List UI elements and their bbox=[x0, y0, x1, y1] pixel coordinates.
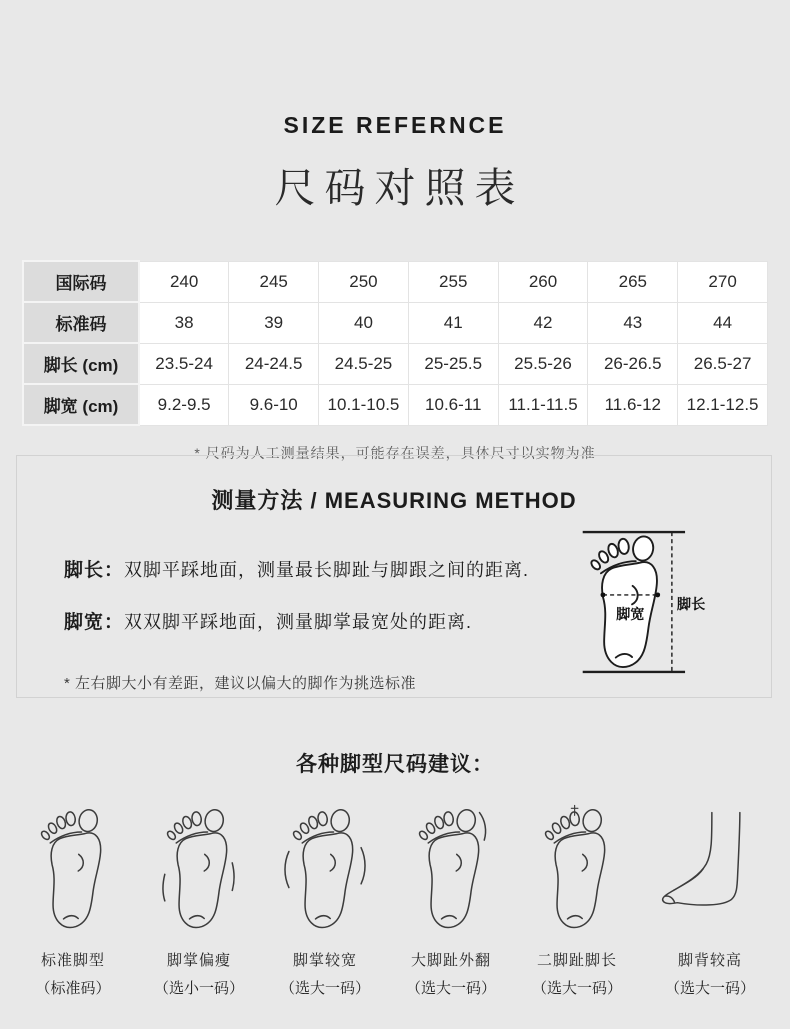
foot-type-name: 标准脚型 bbox=[40, 952, 105, 969]
diagram-width-label: 脚宽 bbox=[616, 607, 645, 624]
table-cell: 41 bbox=[408, 302, 498, 343]
foot-type-hallux-valgus bbox=[402, 804, 500, 998]
row-header: 国际码 bbox=[23, 261, 139, 302]
wide-foot-icon bbox=[276, 804, 374, 937]
table-cell: 260 bbox=[498, 261, 588, 302]
table-cell: 23.5-24 bbox=[139, 343, 229, 384]
size-table bbox=[22, 260, 768, 426]
diagram-length-label: 脚长 bbox=[676, 597, 706, 614]
table-cell: 39 bbox=[229, 302, 319, 343]
foot-types-row bbox=[24, 804, 766, 998]
table-cell: 9.2-9.5 bbox=[139, 384, 229, 425]
row-header: 标准码 bbox=[23, 302, 139, 343]
hallux-valgus-foot-icon bbox=[402, 804, 500, 937]
page-title: 尺码对照表 bbox=[274, 165, 525, 211]
size-table-note: * 尺码为人工测量结果，可能存在误差，具体尺寸以实物为准 bbox=[194, 445, 596, 461]
table-cell: 9.6-10 bbox=[229, 384, 319, 425]
foot-type-suggestion: （选大一码） bbox=[279, 980, 370, 997]
foot-type-suggestion: （选大一码） bbox=[664, 980, 755, 997]
table-cell: 12.1-12.5 bbox=[678, 384, 768, 425]
page-subtitle: SIZE REFERNCE bbox=[283, 112, 507, 138]
table-cell: 10.6-11 bbox=[408, 384, 498, 425]
table-cell: 10.1-10.5 bbox=[319, 384, 409, 425]
foot-type-narrow bbox=[150, 804, 248, 998]
measuring-foot-diagram bbox=[579, 526, 707, 678]
foot-type-suggestion: （选大一码） bbox=[405, 980, 496, 997]
table-cell: 44 bbox=[678, 302, 768, 343]
table-cell: 25.5-26 bbox=[498, 343, 588, 384]
standard-foot-icon bbox=[24, 804, 122, 937]
table-cell: 270 bbox=[678, 261, 768, 302]
measuring-note: * 左右脚大小有差距，建议以偏大的脚作为挑选标准 bbox=[64, 675, 417, 692]
table-row bbox=[23, 261, 768, 302]
row-header: 脚长 (cm) bbox=[23, 343, 139, 384]
table-cell: 250 bbox=[319, 261, 409, 302]
table-cell: 265 bbox=[588, 261, 678, 302]
foot-type-suggestion: （选大一码） bbox=[531, 980, 622, 997]
table-cell: 11.6-12 bbox=[588, 384, 678, 425]
foot-type-suggestion: （标准码） bbox=[35, 980, 111, 997]
table-cell: 24-24.5 bbox=[229, 343, 319, 384]
table-cell: 43 bbox=[588, 302, 678, 343]
table-cell: 26.5-27 bbox=[678, 343, 768, 384]
high-instep-foot-icon bbox=[654, 804, 766, 937]
foot-type-name: 二脚趾脚长 bbox=[536, 952, 617, 969]
foot-type-name: 脚掌较宽 bbox=[292, 952, 357, 969]
foot-types-title: 各种脚型尺码建议： bbox=[296, 753, 494, 776]
table-row bbox=[23, 343, 768, 384]
table-cell: 40 bbox=[319, 302, 409, 343]
table-cell: 240 bbox=[139, 261, 229, 302]
table-cell: 25-25.5 bbox=[408, 343, 498, 384]
table-cell: 26-26.5 bbox=[588, 343, 678, 384]
measure-instruction-text: 双脚平踩地面，测量最长脚趾与脚跟之间的距离. bbox=[124, 560, 530, 580]
foot-type-suggestion: （选小一码） bbox=[153, 980, 244, 997]
table-cell: 38 bbox=[139, 302, 229, 343]
foot-type-name: 脚背较高 bbox=[677, 952, 742, 969]
foot-type-wide bbox=[276, 804, 374, 998]
table-row bbox=[23, 384, 768, 425]
table-cell: 24.5-25 bbox=[319, 343, 409, 384]
long-second-toe-foot-icon bbox=[528, 804, 626, 937]
table-cell: 245 bbox=[229, 261, 319, 302]
table-cell: 255 bbox=[408, 261, 498, 302]
row-header: 脚宽 (cm) bbox=[23, 384, 139, 425]
measuring-method-title: 测量方法 / MEASURING METHOD bbox=[211, 488, 577, 513]
foot-type-name: 大脚趾外翻 bbox=[410, 952, 491, 969]
foot-type-standard bbox=[24, 804, 122, 998]
narrow-foot-icon bbox=[150, 804, 248, 937]
measuring-method-panel bbox=[16, 455, 772, 698]
table-row bbox=[23, 302, 768, 343]
foot-type-name: 脚掌偏瘦 bbox=[166, 952, 231, 969]
table-cell: 42 bbox=[498, 302, 588, 343]
table-cell: 11.1-11.5 bbox=[498, 384, 588, 425]
measure-instruction-text: 双双脚平踩地面，测量脚掌最宽处的距离. bbox=[124, 612, 473, 632]
foot-type-high-instep bbox=[654, 804, 766, 998]
measure-instruction-label: 脚长： bbox=[64, 560, 125, 581]
measure-instruction-label: 脚宽： bbox=[64, 612, 125, 633]
foot-type-long-second-toe bbox=[528, 804, 626, 998]
